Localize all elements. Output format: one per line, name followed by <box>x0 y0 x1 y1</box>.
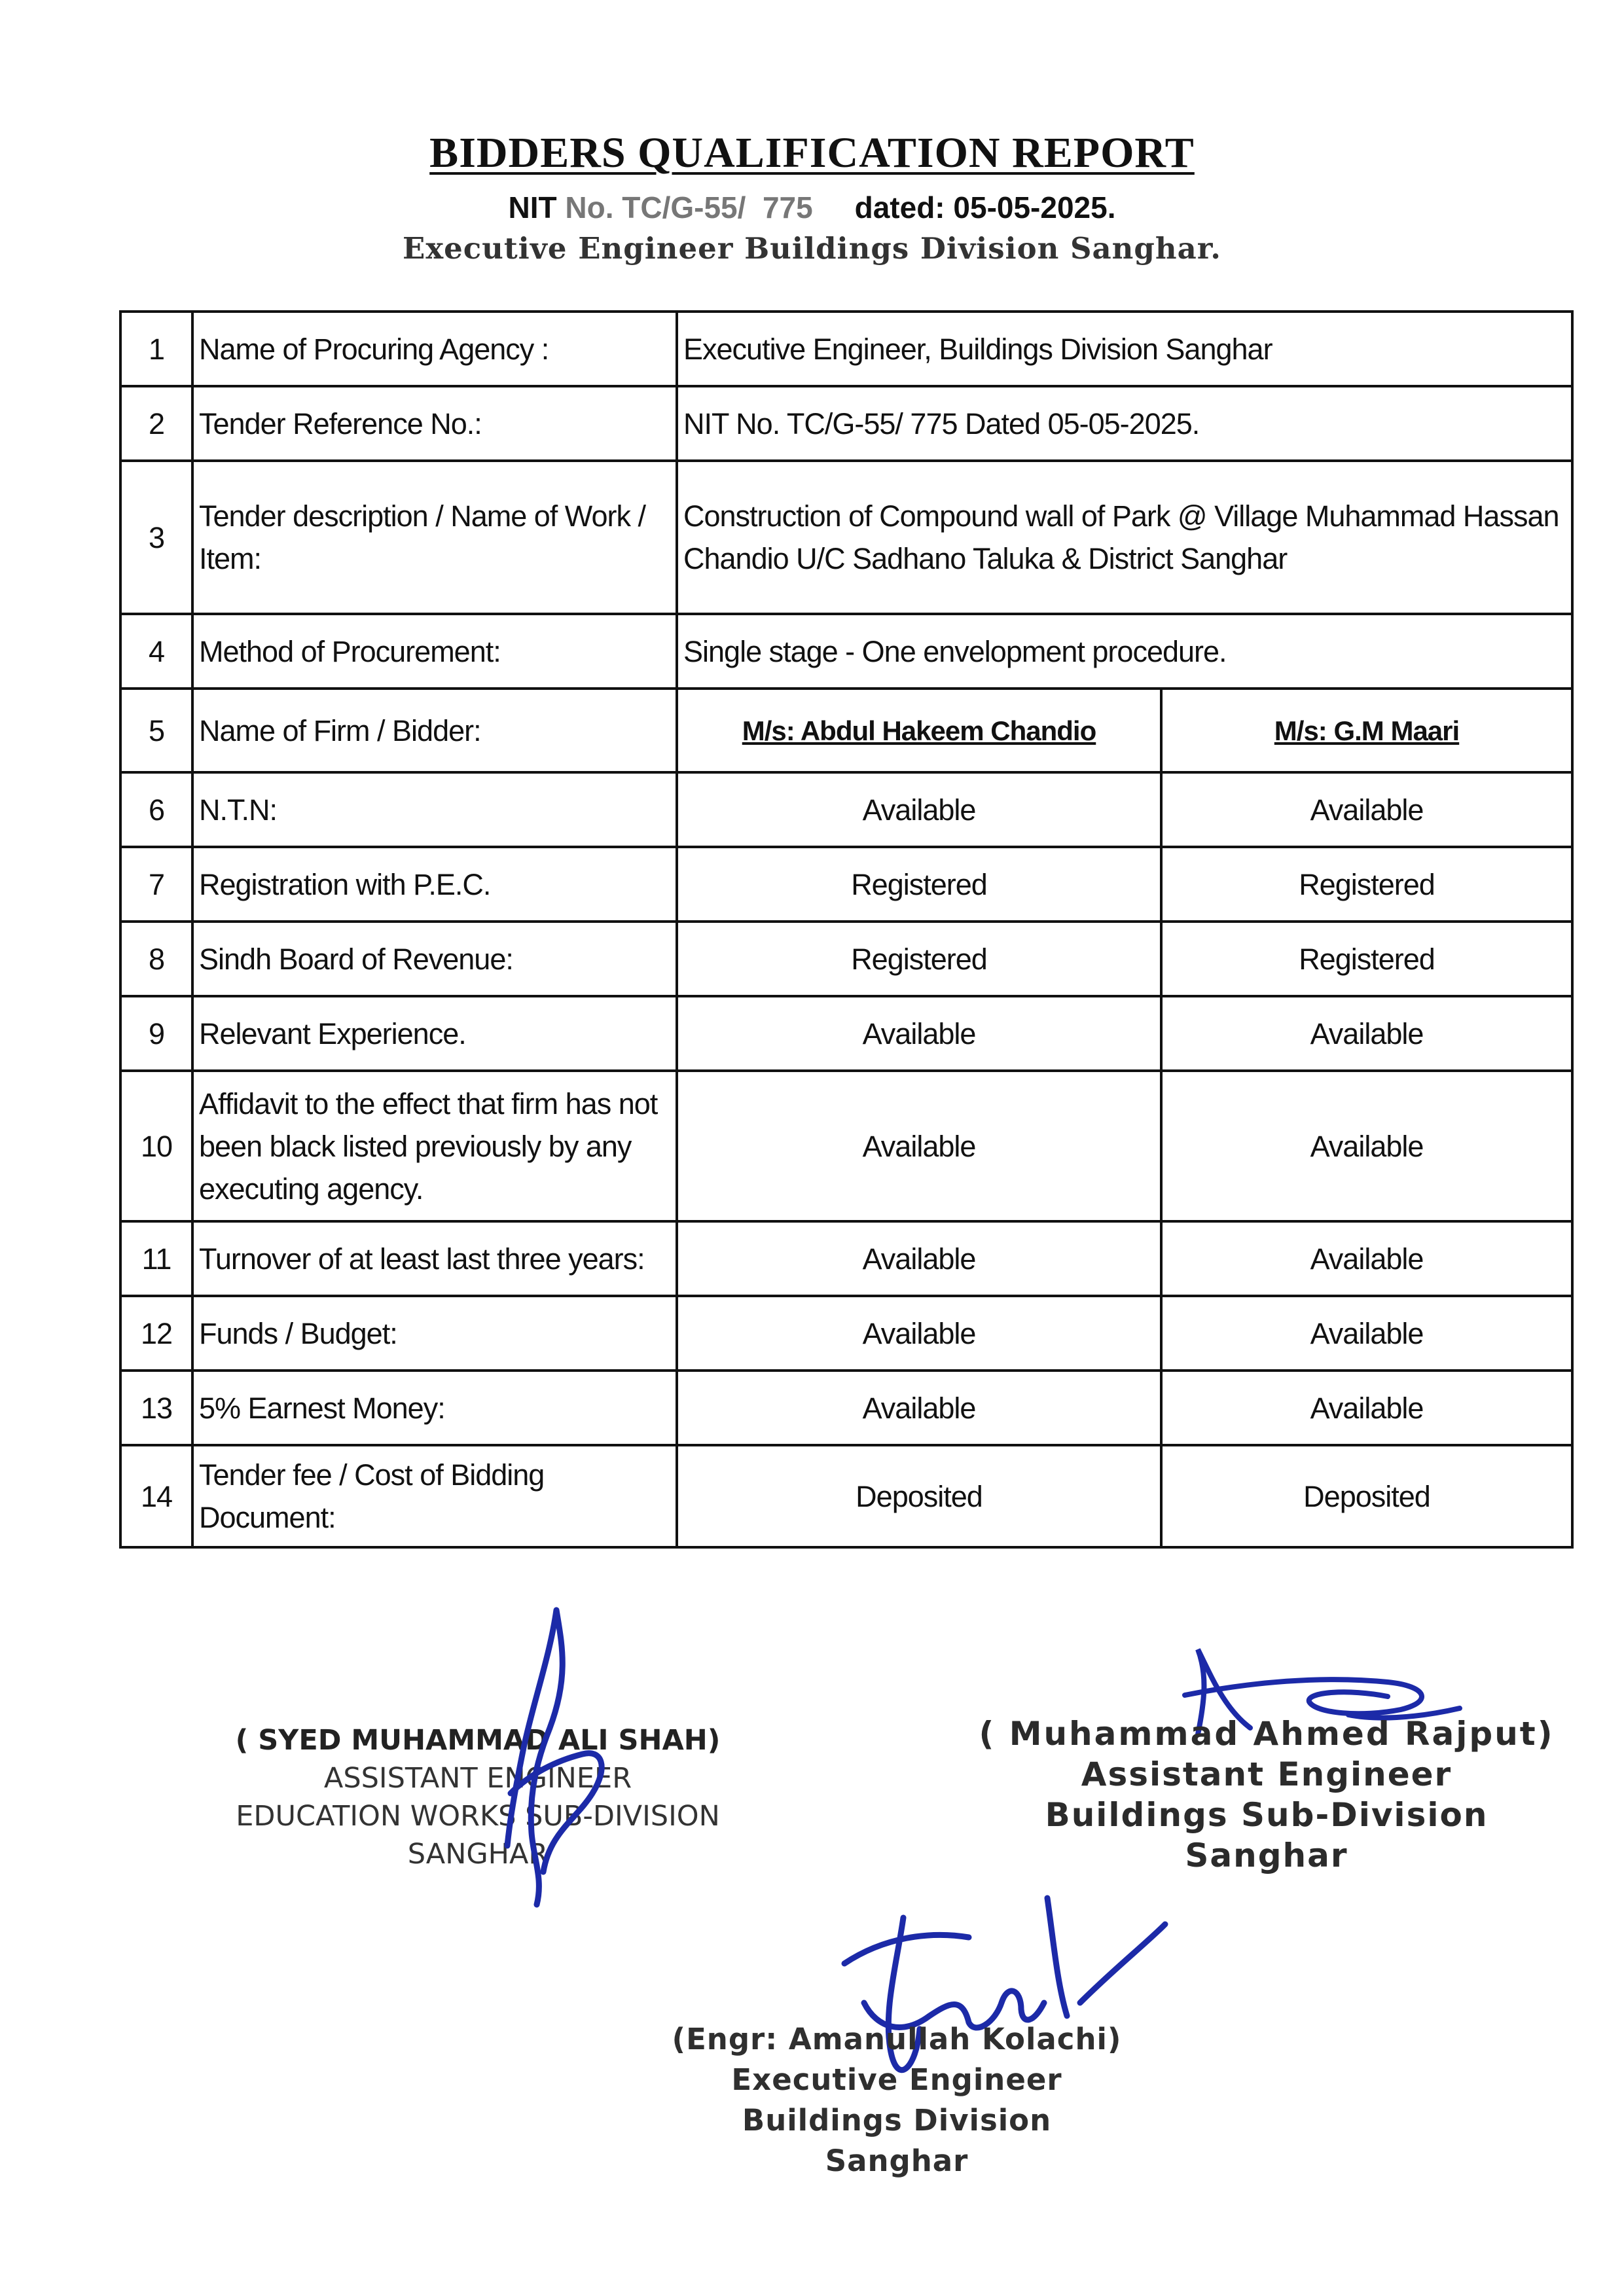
table-row <box>120 312 1572 386</box>
row-label: Affidavit to the effect that firm has not been black listed previously by any executing agency. <box>192 1071 677 1221</box>
signatory-name-bottom: (Engr: Amanullah Kolachi) <box>672 2022 1122 2056</box>
table-row <box>120 1371 1572 1445</box>
row-label: Relevant Experience. <box>192 996 677 1071</box>
firm-2-status: Available <box>1161 1371 1572 1445</box>
firm-1-status: Available <box>677 1221 1161 1296</box>
firm-1-status: Available <box>677 1371 1161 1445</box>
row-label: Funds / Budget: <box>192 1296 677 1371</box>
row-number: 11 <box>120 1221 192 1296</box>
firm-1-status: Registered <box>677 847 1161 922</box>
row-label: Turnover of at least last three years: <box>192 1221 677 1296</box>
firm-1-name: M/s: Abdul Hakeem Chandio <box>677 689 1161 772</box>
firm-2-status: Available <box>1161 996 1572 1071</box>
nit-number: No. TC/G-55/ 775 <box>565 190 813 224</box>
table-row <box>120 1071 1572 1221</box>
signatory-place-right: Sanghar <box>1185 1837 1348 1874</box>
row-value: Construction of Compound wall of Park @ Village Muhammad Hassan Chandio U/C Sadhano Taluka & District Sanghar <box>677 461 1572 614</box>
handwritten-signature-left <box>471 1597 628 1911</box>
firm-2-status: Available <box>1161 1221 1572 1296</box>
row-number: 6 <box>120 772 192 847</box>
row-number: 2 <box>120 386 192 461</box>
signatory-title-bottom: Executive Engineer <box>731 2062 1062 2097</box>
row-number: 3 <box>120 461 192 614</box>
row-number: 5 <box>120 689 192 772</box>
row-number: 12 <box>120 1296 192 1371</box>
row-number: 10 <box>120 1071 192 1221</box>
firm-2-status: Registered <box>1161 922 1572 996</box>
row-label: Method of Procurement: <box>192 614 677 689</box>
table-row <box>120 1445 1572 1547</box>
row-number: 14 <box>120 1445 192 1547</box>
row-label: Name of Procuring Agency : <box>192 312 677 386</box>
row-label: N.T.N: <box>192 772 677 847</box>
table-row <box>120 847 1572 922</box>
signatory-office-bottom: Buildings Division <box>742 2103 1052 2138</box>
row-number: 1 <box>120 312 192 386</box>
qualification-table <box>119 310 1574 1549</box>
signatory-office-right: Buildings Sub-Division <box>1045 1796 1489 1834</box>
row-label: Tender fee / Cost of Bidding Document: <box>192 1445 677 1547</box>
nit-line <box>0 190 1624 225</box>
table-row <box>120 614 1572 689</box>
table-row <box>120 996 1572 1071</box>
signatory-name-right: ( Muhammad Ahmed Rajput) <box>979 1715 1555 1753</box>
firm-2-status: Available <box>1161 772 1572 847</box>
firm-2-status: Available <box>1161 1071 1572 1221</box>
row-label: Tender Reference No.: <box>192 386 677 461</box>
row-label: Registration with P.E.C. <box>192 847 677 922</box>
row-number: 7 <box>120 847 192 922</box>
nit-prefix: NIT <box>508 190 557 224</box>
row-number: 13 <box>120 1371 192 1445</box>
signatory-place-left: SANGHAR <box>407 1838 549 1871</box>
signatory-title-left: ASSISTANT ENGINEER <box>323 1762 632 1795</box>
firm-2-status: Deposited <box>1161 1445 1572 1547</box>
row-number: 9 <box>120 996 192 1071</box>
table-row <box>120 922 1572 996</box>
signature-block-right <box>956 1713 1578 1876</box>
firm-1-status: Registered <box>677 922 1161 996</box>
table-row-firms <box>120 689 1572 772</box>
office-subtitle: Executive Engineer Buildings Division Sanghar. <box>403 231 1221 266</box>
table-row <box>120 1296 1572 1371</box>
signatory-name-left: ( SYED MUHAMMAD ALI SHAH) <box>235 1724 721 1757</box>
firm-1-status: Available <box>677 996 1161 1071</box>
signatory-title-right: Assistant Engineer <box>1081 1755 1453 1793</box>
table-row <box>120 461 1572 614</box>
row-label: Name of Firm / Bidder: <box>192 689 677 772</box>
row-number: 4 <box>120 614 192 689</box>
table-row <box>120 1221 1572 1296</box>
table-row <box>120 386 1572 461</box>
firm-2-status: Available <box>1161 1296 1572 1371</box>
row-label: Tender description / Name of Work / Item: <box>192 461 677 614</box>
report-title: BIDDERS QUALIFICATION REPORT <box>429 129 1195 177</box>
row-number: 8 <box>120 922 192 996</box>
firm-1-status: Available <box>677 1071 1161 1221</box>
table-row <box>120 772 1572 847</box>
row-value: NIT No. TC/G-55/ 775 Dated 05-05-2025. <box>677 386 1572 461</box>
nit-date: dated: 05-05-2025. <box>854 190 1116 224</box>
row-value: Single stage - One envelopment procedure. <box>677 614 1572 689</box>
signatory-office-left: EDUCATION WORKS SUB-DIVISION <box>236 1800 720 1833</box>
firm-2-status: Registered <box>1161 847 1572 922</box>
row-label: 5% Earnest Money: <box>192 1371 677 1445</box>
row-label: Sindh Board of Revenue: <box>192 922 677 996</box>
signature-block-bottom <box>641 2019 1152 2181</box>
row-value: Executive Engineer, Buildings Division Sanghar <box>677 312 1572 386</box>
signatory-place-bottom: Sanghar <box>825 2144 969 2178</box>
firm-1-status: Available <box>677 1296 1161 1371</box>
firm-1-status: Available <box>677 772 1161 847</box>
firm-2-name: M/s: G.M Maari <box>1161 689 1572 772</box>
firm-1-status: Deposited <box>677 1445 1161 1547</box>
